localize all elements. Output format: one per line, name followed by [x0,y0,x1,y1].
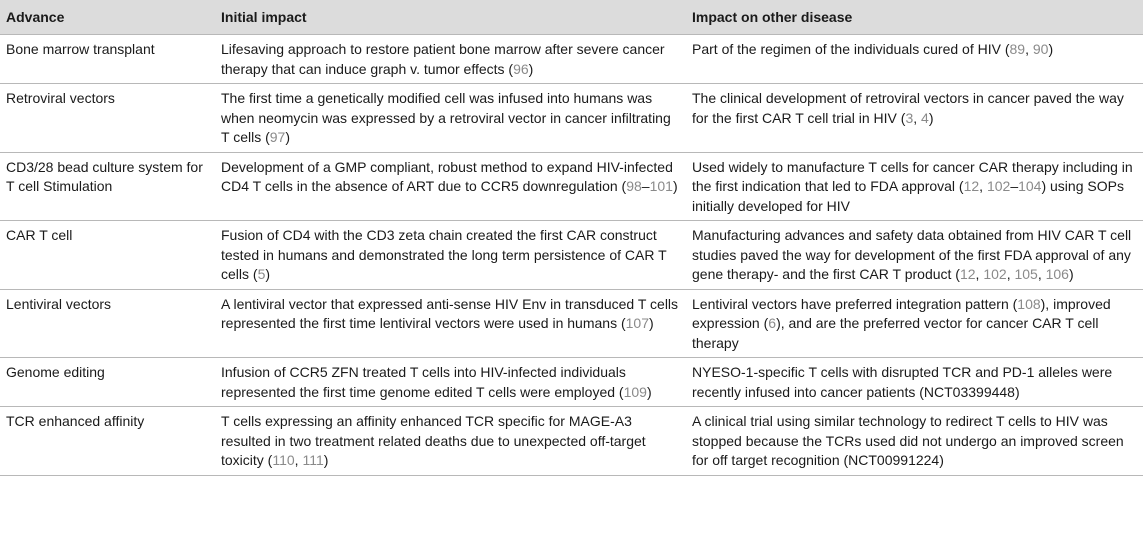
cell-advance: Bone marrow transplant [0,35,212,84]
cell-advance: Lentiviral vectors [0,289,212,358]
cell-initial-impact: Development of a GMP compliant, robust method to expand HIV-infected CD4 T cells in the absence of ART due to CCR5 downregulation (98–101) [212,152,686,221]
table-row [0,407,1143,476]
cell-advance: TCR enhanced affinity [0,407,212,476]
cell-initial-impact: Infusion of CCR5 ZFN treated T cells into HIV-infected individuals represented the first time genome edited T cells were employed (109) [212,358,686,407]
cell-initial-impact: Fusion of CD4 with the CD3 zeta chain created the first CAR construct tested in humans and demonstrated the long term persistence of CAR T cells (5) [212,221,686,290]
cell-impact-other-disease: Used widely to manufacture T cells for cancer CAR therapy including in the first indication that led to FDA approval (12, 102–104) using SOPs initially developed for HIV [686,152,1143,221]
table-row [0,221,1143,290]
cell-impact-other-disease: NYESO-1-specific T cells with disrupted TCR and PD-1 alleles were recently infused into cancer patients (NCT03399448) [686,358,1143,407]
cell-initial-impact: Lifesaving approach to restore patient bone marrow after severe cancer therapy that can induce graph v. tumor effects (96) [212,35,686,84]
table-row [0,35,1143,84]
cell-impact-other-disease: The clinical development of retroviral vectors in cancer paved the way for the first CAR T cell trial in HIV (3, 4) [686,84,1143,153]
header-impact-other-disease: Impact on other disease [686,0,1143,35]
cell-impact-other-disease: Part of the regimen of the individuals cured of HIV (89, 90) [686,35,1143,84]
header-row [0,0,1143,35]
table-header [0,0,1143,35]
cell-advance: CD3/28 bead culture system for T cell Stimulation [0,152,212,221]
table-row [0,84,1143,153]
cell-initial-impact: T cells expressing an affinity enhanced TCR specific for MAGE-A3 resulted in two treatment related deaths due to unexpected off-target toxicity (110, 111) [212,407,686,476]
cell-impact-other-disease: Manufacturing advances and safety data obtained from HIV CAR T cell studies paved the way for development of the first FDA approval of any gene therapy- and the first CAR T product (12, 102, 105, 106) [686,221,1143,290]
table-row [0,152,1143,221]
cell-impact-other-disease: Lentiviral vectors have preferred integration pattern (108), improved expression (6), and are the preferred vector for cancer CAR T cell therapy [686,289,1143,358]
table-body [0,35,1143,476]
cell-advance: Retroviral vectors [0,84,212,153]
table-row [0,289,1143,358]
cell-advance: CAR T cell [0,221,212,290]
table-row [0,358,1143,407]
header-advance: Advance [0,0,212,35]
cell-initial-impact: A lentiviral vector that expressed anti-sense HIV Env in transduced T cells represented the first time lentiviral vectors were used in humans (107) [212,289,686,358]
cell-impact-other-disease: A clinical trial using similar technology to redirect T cells to HIV was stopped because the TCRs used did not undergo an improved screen for off target recognition (NCT00991224) [686,407,1143,476]
cell-initial-impact: The first time a genetically modified cell was infused into humans was when neomycin was expressed by a retroviral vector in cancer infiltrating T cells (97) [212,84,686,153]
cell-advance: Genome editing [0,358,212,407]
header-initial-impact: Initial impact [212,0,686,35]
